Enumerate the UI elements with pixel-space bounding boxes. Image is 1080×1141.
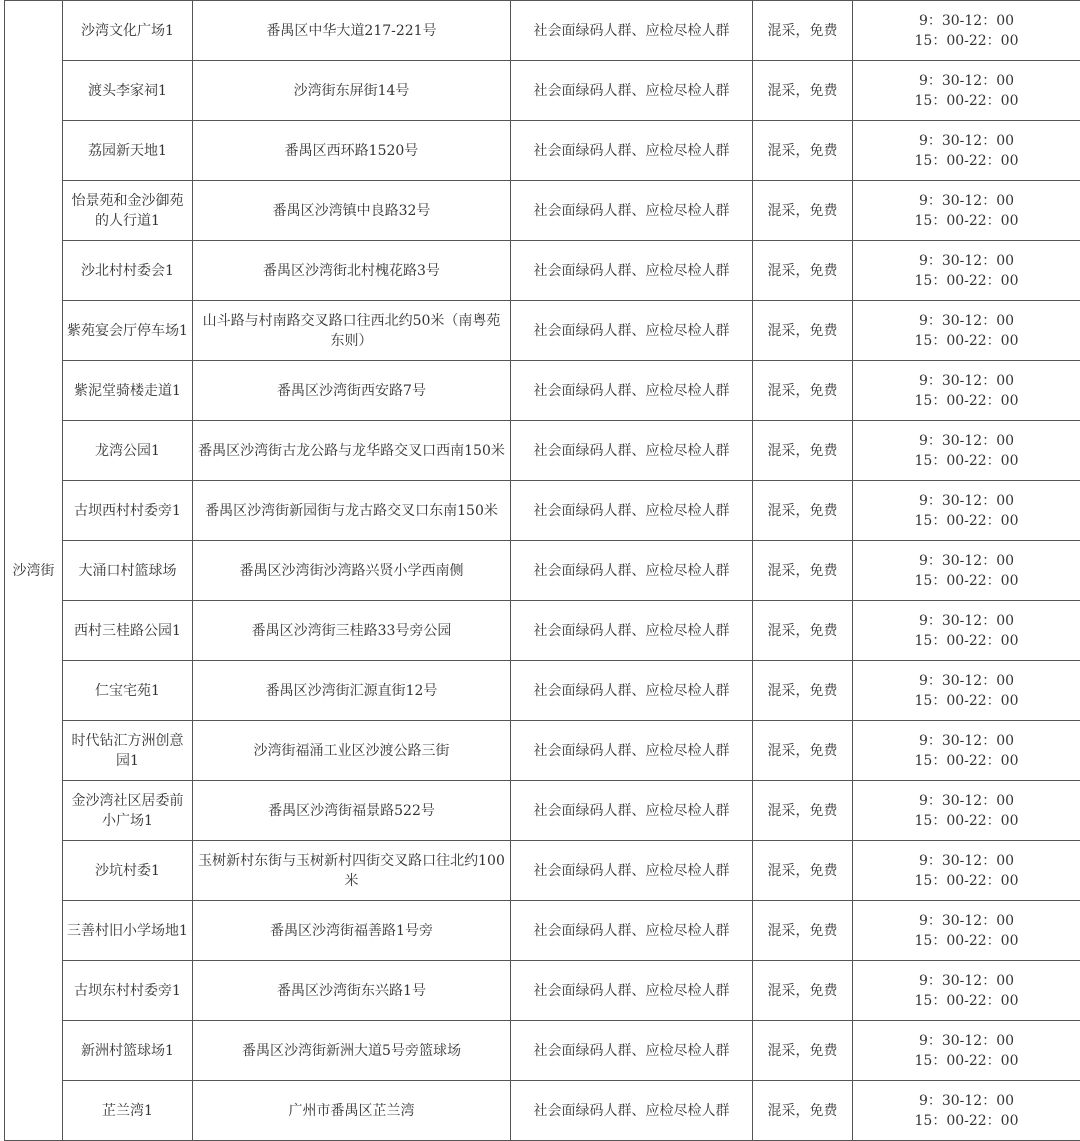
method-cell: 混采，免费 bbox=[753, 781, 853, 841]
address-cell: 山斗路与村南路交叉路口往西北约50米（南粤苑东则） bbox=[193, 301, 511, 361]
target-group-cell: 社会面绿码人群、应检尽检人群 bbox=[511, 781, 753, 841]
target-group-cell: 社会面绿码人群、应检尽检人群 bbox=[511, 661, 753, 721]
site-cell: 古坝西村村委旁1 bbox=[63, 481, 193, 541]
method-cell: 混采，免费 bbox=[753, 1081, 853, 1141]
hours-morning: 9：30-12：00 bbox=[857, 251, 1076, 271]
hours-cell bbox=[853, 901, 1080, 961]
testing-sites-table bbox=[4, 0, 1080, 1141]
target-group-cell: 社会面绿码人群、应检尽检人群 bbox=[511, 1081, 753, 1141]
district-cell: 沙湾街 bbox=[5, 1, 63, 1141]
address-cell: 番禺区沙湾镇中良路32号 bbox=[193, 181, 511, 241]
address-cell: 广州市番禺区芷兰湾 bbox=[193, 1081, 511, 1141]
method-cell: 混采，免费 bbox=[753, 721, 853, 781]
method-cell: 混采，免费 bbox=[753, 61, 853, 121]
address-cell: 番禺区沙湾街新园街与龙古路交叉口东南150米 bbox=[193, 481, 511, 541]
method-cell: 混采，免费 bbox=[753, 961, 853, 1021]
hours-cell bbox=[853, 121, 1080, 181]
hours-morning: 9：30-12：00 bbox=[857, 1091, 1076, 1111]
method-cell: 混采，免费 bbox=[753, 901, 853, 961]
hours-afternoon: 15：00-22：00 bbox=[857, 691, 1076, 711]
site-cell: 紫泥堂骑楼走道1 bbox=[63, 361, 193, 421]
hours-afternoon: 15：00-22：00 bbox=[857, 451, 1076, 471]
target-group-cell: 社会面绿码人群、应检尽检人群 bbox=[511, 361, 753, 421]
address-cell: 番禺区中华大道217-221号 bbox=[193, 1, 511, 61]
hours-cell bbox=[853, 1081, 1080, 1141]
site-cell: 芷兰湾1 bbox=[63, 1081, 193, 1141]
table-body bbox=[5, 1, 1080, 1141]
hours-morning: 9：30-12：00 bbox=[857, 371, 1076, 391]
address-cell: 番禺区西环路1520号 bbox=[193, 121, 511, 181]
method-cell: 混采，免费 bbox=[753, 421, 853, 481]
address-cell: 玉树新村东街与玉树新村四街交叉路口往北约100米 bbox=[193, 841, 511, 901]
site-cell: 怡景苑和金沙御苑的人行道1 bbox=[63, 181, 193, 241]
site-cell: 新洲村篮球场1 bbox=[63, 1021, 193, 1081]
address-cell: 番禺区沙湾街三桂路33号旁公园 bbox=[193, 601, 511, 661]
method-cell: 混采，免费 bbox=[753, 661, 853, 721]
hours-afternoon: 15：00-22：00 bbox=[857, 151, 1076, 171]
hours-afternoon: 15：00-22：00 bbox=[857, 751, 1076, 771]
site-cell: 古坝东村村委旁1 bbox=[63, 961, 193, 1021]
site-cell: 西村三桂路公园1 bbox=[63, 601, 193, 661]
hours-cell bbox=[853, 961, 1080, 1021]
hours-cell bbox=[853, 61, 1080, 121]
hours-cell bbox=[853, 781, 1080, 841]
method-cell: 混采，免费 bbox=[753, 481, 853, 541]
site-cell: 时代钻汇方洲创意园1 bbox=[63, 721, 193, 781]
site-cell: 沙坑村委1 bbox=[63, 841, 193, 901]
method-cell: 混采，免费 bbox=[753, 241, 853, 301]
hours-cell bbox=[853, 1, 1080, 61]
target-group-cell: 社会面绿码人群、应检尽检人群 bbox=[511, 541, 753, 601]
site-cell: 大涌口村篮球场 bbox=[63, 541, 193, 601]
hours-afternoon: 15：00-22：00 bbox=[857, 91, 1076, 111]
table-row bbox=[5, 241, 1080, 301]
table-row bbox=[5, 121, 1080, 181]
hours-afternoon: 15：00-22：00 bbox=[857, 931, 1076, 951]
table-row bbox=[5, 661, 1080, 721]
address-cell: 沙湾街福涌工业区沙渡公路三街 bbox=[193, 721, 511, 781]
site-cell: 渡头李家祠1 bbox=[63, 61, 193, 121]
hours-cell bbox=[853, 541, 1080, 601]
hours-morning: 9：30-12：00 bbox=[857, 671, 1076, 691]
hours-afternoon: 15：00-22：00 bbox=[857, 211, 1076, 231]
target-group-cell: 社会面绿码人群、应检尽检人群 bbox=[511, 481, 753, 541]
target-group-cell: 社会面绿码人群、应检尽检人群 bbox=[511, 181, 753, 241]
target-group-cell: 社会面绿码人群、应检尽检人群 bbox=[511, 841, 753, 901]
table-row bbox=[5, 301, 1080, 361]
method-cell: 混采，免费 bbox=[753, 841, 853, 901]
hours-afternoon: 15：00-22：00 bbox=[857, 631, 1076, 651]
address-cell: 番禺区沙湾街东兴路1号 bbox=[193, 961, 511, 1021]
hours-afternoon: 15：00-22：00 bbox=[857, 511, 1076, 531]
table-row bbox=[5, 601, 1080, 661]
hours-morning: 9：30-12：00 bbox=[857, 971, 1076, 991]
table-row bbox=[5, 721, 1080, 781]
hours-afternoon: 15：00-22：00 bbox=[857, 871, 1076, 891]
site-cell: 荔园新天地1 bbox=[63, 121, 193, 181]
hours-morning: 9：30-12：00 bbox=[857, 71, 1076, 91]
hours-cell bbox=[853, 421, 1080, 481]
target-group-cell: 社会面绿码人群、应检尽检人群 bbox=[511, 1, 753, 61]
table-row bbox=[5, 1, 1080, 61]
site-cell: 紫苑宴会厅停车场1 bbox=[63, 301, 193, 361]
hours-afternoon: 15：00-22：00 bbox=[857, 331, 1076, 351]
hours-cell bbox=[853, 361, 1080, 421]
address-cell: 番禺区沙湾街沙湾路兴贤小学西南侧 bbox=[193, 541, 511, 601]
hours-morning: 9：30-12：00 bbox=[857, 551, 1076, 571]
address-cell: 番禺区沙湾街新洲大道5号旁篮球场 bbox=[193, 1021, 511, 1081]
hours-cell bbox=[853, 1021, 1080, 1081]
target-group-cell: 社会面绿码人群、应检尽检人群 bbox=[511, 421, 753, 481]
hours-morning: 9：30-12：00 bbox=[857, 431, 1076, 451]
address-cell: 番禺区沙湾街福善路1号旁 bbox=[193, 901, 511, 961]
site-cell: 沙湾文化广场1 bbox=[63, 1, 193, 61]
hours-morning: 9：30-12：00 bbox=[857, 731, 1076, 751]
hours-cell bbox=[853, 481, 1080, 541]
table-row bbox=[5, 1021, 1080, 1081]
target-group-cell: 社会面绿码人群、应检尽检人群 bbox=[511, 301, 753, 361]
hours-cell bbox=[853, 721, 1080, 781]
target-group-cell: 社会面绿码人群、应检尽检人群 bbox=[511, 961, 753, 1021]
table-row bbox=[5, 361, 1080, 421]
address-cell: 番禺区沙湾街北村槐花路3号 bbox=[193, 241, 511, 301]
address-cell: 沙湾街东屏街14号 bbox=[193, 61, 511, 121]
method-cell: 混采，免费 bbox=[753, 1, 853, 61]
address-cell: 番禺区沙湾街福景路522号 bbox=[193, 781, 511, 841]
table-row bbox=[5, 781, 1080, 841]
method-cell: 混采，免费 bbox=[753, 541, 853, 601]
site-cell: 龙湾公园1 bbox=[63, 421, 193, 481]
table-row bbox=[5, 481, 1080, 541]
target-group-cell: 社会面绿码人群、应检尽检人群 bbox=[511, 721, 753, 781]
hours-morning: 9：30-12：00 bbox=[857, 911, 1076, 931]
table-row bbox=[5, 961, 1080, 1021]
table-row bbox=[5, 541, 1080, 601]
table-row bbox=[5, 901, 1080, 961]
hours-afternoon: 15：00-22：00 bbox=[857, 571, 1076, 591]
target-group-cell: 社会面绿码人群、应检尽检人群 bbox=[511, 1021, 753, 1081]
hours-morning: 9：30-12：00 bbox=[857, 11, 1076, 31]
hours-cell bbox=[853, 601, 1080, 661]
hours-morning: 9：30-12：00 bbox=[857, 851, 1076, 871]
hours-afternoon: 15：00-22：00 bbox=[857, 1051, 1076, 1071]
hours-cell bbox=[853, 661, 1080, 721]
table-row bbox=[5, 1081, 1080, 1141]
hours-morning: 9：30-12：00 bbox=[857, 791, 1076, 811]
method-cell: 混采，免费 bbox=[753, 181, 853, 241]
target-group-cell: 社会面绿码人群、应检尽检人群 bbox=[511, 61, 753, 121]
hours-morning: 9：30-12：00 bbox=[857, 1031, 1076, 1051]
method-cell: 混采，免费 bbox=[753, 361, 853, 421]
hours-afternoon: 15：00-22：00 bbox=[857, 991, 1076, 1011]
hours-afternoon: 15：00-22：00 bbox=[857, 271, 1076, 291]
target-group-cell: 社会面绿码人群、应检尽检人群 bbox=[511, 601, 753, 661]
hours-afternoon: 15：00-22：00 bbox=[857, 391, 1076, 411]
hours-cell bbox=[853, 241, 1080, 301]
address-cell: 番禺区沙湾街古龙公路与龙华路交叉口西南150米 bbox=[193, 421, 511, 481]
hours-morning: 9：30-12：00 bbox=[857, 191, 1076, 211]
hours-morning: 9：30-12：00 bbox=[857, 131, 1076, 151]
table-row bbox=[5, 181, 1080, 241]
hours-cell bbox=[853, 841, 1080, 901]
address-cell: 番禺区沙湾街西安路7号 bbox=[193, 361, 511, 421]
hours-afternoon: 15：00-22：00 bbox=[857, 31, 1076, 51]
method-cell: 混采，免费 bbox=[753, 601, 853, 661]
table-row bbox=[5, 61, 1080, 121]
site-cell: 三善村旧小学场地1 bbox=[63, 901, 193, 961]
method-cell: 混采，免费 bbox=[753, 1021, 853, 1081]
method-cell: 混采，免费 bbox=[753, 301, 853, 361]
target-group-cell: 社会面绿码人群、应检尽检人群 bbox=[511, 241, 753, 301]
method-cell: 混采，免费 bbox=[753, 121, 853, 181]
hours-morning: 9：30-12：00 bbox=[857, 491, 1076, 511]
address-cell: 番禺区沙湾街汇源直街12号 bbox=[193, 661, 511, 721]
hours-cell bbox=[853, 181, 1080, 241]
hours-cell bbox=[853, 301, 1080, 361]
target-group-cell: 社会面绿码人群、应检尽检人群 bbox=[511, 901, 753, 961]
hours-morning: 9：30-12：00 bbox=[857, 311, 1076, 331]
hours-afternoon: 15：00-22：00 bbox=[857, 1111, 1076, 1131]
site-cell: 仁宝宅苑1 bbox=[63, 661, 193, 721]
hours-afternoon: 15：00-22：00 bbox=[857, 811, 1076, 831]
table-row bbox=[5, 421, 1080, 481]
table-row bbox=[5, 841, 1080, 901]
site-cell: 金沙湾社区居委前小广场1 bbox=[63, 781, 193, 841]
site-cell: 沙北村村委会1 bbox=[63, 241, 193, 301]
target-group-cell: 社会面绿码人群、应检尽检人群 bbox=[511, 121, 753, 181]
hours-morning: 9：30-12：00 bbox=[857, 611, 1076, 631]
